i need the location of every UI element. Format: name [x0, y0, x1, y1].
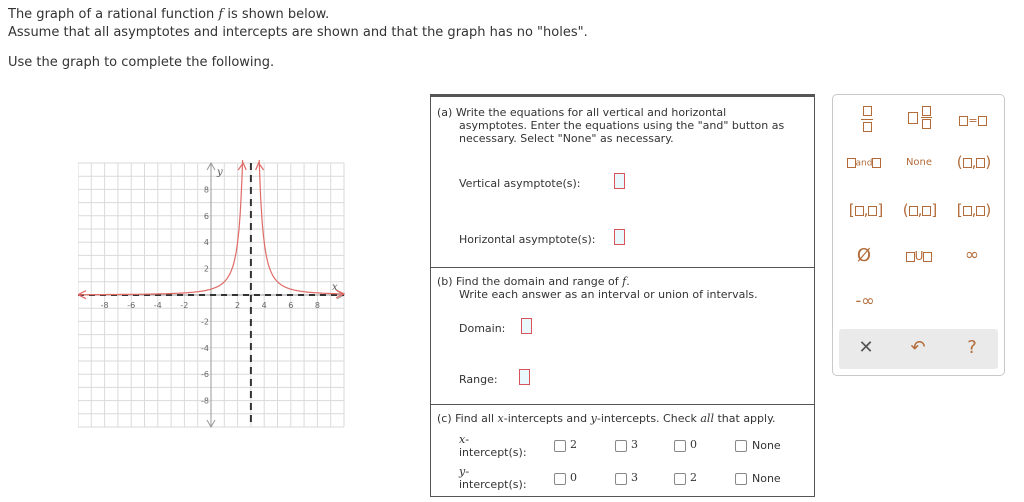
union-button[interactable]	[901, 249, 937, 263]
intro-text: is shown below.	[223, 7, 330, 22]
x-intercept-label: x- intercept(s):	[459, 433, 527, 459]
var-x: x	[459, 433, 466, 446]
x-intercept-label-text: intercept(s):	[459, 446, 527, 459]
vertical-asymptote-input[interactable]	[614, 173, 625, 189]
slot-icon	[906, 252, 915, 262]
range-input[interactable]	[519, 369, 530, 385]
y-tick-label: 2	[203, 264, 209, 274]
slot-icon	[909, 206, 918, 216]
y-tick-label: -2	[201, 317, 209, 327]
closed-closed-interval-button[interactable]: [ , ]	[848, 201, 884, 219]
emphasis-all: all	[700, 412, 714, 425]
x-tick-label: -8	[100, 301, 109, 310]
part-a-section	[431, 95, 814, 268]
denominator-slot-icon	[863, 122, 872, 132]
part-c-section	[431, 405, 814, 495]
part-a-line: (a) Write the equations for all vertical and horizontal	[437, 106, 727, 119]
part-c-text: -intercepts and	[503, 412, 591, 425]
open-open-interval-button[interactable]: ( , )	[956, 153, 992, 171]
y-intercept-checkbox-none[interactable]	[735, 473, 747, 485]
slot-icon	[976, 206, 985, 216]
var-y: y	[459, 465, 466, 478]
part-a-instructions	[437, 106, 784, 145]
part-a-line: necessary. Select "None" as necessary.	[459, 132, 674, 145]
numerator-slot-icon	[922, 106, 931, 116]
y-tick-label: -4	[201, 343, 209, 353]
numerator-slot-icon	[863, 106, 872, 116]
y-axis-label: y	[217, 167, 223, 178]
mixed-fraction-icon	[921, 106, 932, 129]
y-intercept-option-label: 0	[570, 471, 577, 484]
x-tick-label: 4	[261, 301, 267, 310]
domain-label: Domain:	[459, 322, 506, 335]
part-c-text: that apply.	[713, 412, 776, 425]
rational-function-graph	[78, 160, 348, 432]
infinity-button[interactable]: ∞	[964, 245, 980, 265]
whole-slot-icon	[908, 112, 918, 124]
y-intercept-option-label: 2	[690, 471, 697, 484]
x-intercept-checkbox-2[interactable]	[554, 440, 566, 452]
y-intercept-label-text: intercept(s):	[459, 478, 527, 491]
part-a-line: asymptotes. Enter the equations using the "and" button as	[459, 119, 785, 132]
slot-icon	[872, 158, 881, 168]
y-tick-label: 8	[203, 185, 209, 195]
y-tick-label: 4	[203, 238, 209, 248]
horizontal-asymptote-input[interactable]	[614, 229, 625, 245]
part-c-text: (c) Find all	[437, 412, 498, 425]
part-b-line	[437, 275, 758, 288]
intro-text: The graph of a rational function	[8, 7, 219, 22]
x-tick-label: -4	[153, 301, 162, 310]
y-intercept-option-label: None	[752, 472, 781, 485]
part-b-text: (b) Find the domain and range of	[437, 275, 623, 288]
x-intercept-option-label: 0	[690, 438, 697, 451]
slot-icon	[963, 158, 972, 168]
equals-button[interactable]	[955, 114, 991, 127]
negative-infinity-button[interactable]: -∞	[855, 291, 875, 310]
slot-icon	[868, 206, 877, 216]
x-tick-label: -6	[127, 301, 136, 310]
palette-action-bar	[839, 329, 998, 369]
left-branch-curve	[78, 160, 243, 295]
x-axis-label: x	[332, 282, 338, 293]
and-text: and	[855, 158, 873, 169]
problem-intro	[8, 6, 588, 72]
mixed-number-button[interactable]	[903, 106, 937, 129]
part-b-instructions	[437, 275, 758, 301]
x-intercept-checkbox-3[interactable]	[615, 440, 627, 452]
open-closed-interval-button[interactable]: ( , ]	[902, 201, 938, 219]
x-tick-label: 8	[314, 301, 320, 310]
intro-line-3: Use the graph to complete the following.	[8, 55, 275, 70]
slot-icon	[976, 158, 985, 168]
range-label: Range:	[459, 373, 498, 386]
x-intercept-option-label: None	[752, 439, 781, 452]
math-palette	[832, 94, 1005, 376]
undo-icon[interactable]: ↶	[910, 337, 926, 358]
y-intercept-checkbox-3[interactable]	[615, 473, 627, 485]
union-symbol: U	[914, 249, 924, 263]
part-c-text: -intercepts. Check	[596, 412, 701, 425]
intro-line-2: Assume that all asymptotes and intercepts are shown and that the graph has no "holes".	[8, 25, 588, 40]
var-y: y	[590, 412, 597, 425]
none-button[interactable]: None	[905, 157, 933, 168]
function-name: f	[218, 7, 224, 22]
x-tick-label: 2	[235, 301, 241, 310]
empty-set-button[interactable]: Ø	[856, 245, 872, 266]
y-intercept-option-label: 3	[631, 471, 638, 484]
x-intercept-option-label: 2	[570, 438, 577, 451]
y-intercept-label: y- intercept(s):	[459, 465, 527, 491]
fraction-bar-icon	[861, 119, 873, 120]
x-intercept-option-label: 3	[631, 438, 638, 451]
x-intercept-checkbox-0[interactable]	[674, 440, 686, 452]
close-icon[interactable]: ✕	[858, 337, 874, 358]
slot-icon	[922, 206, 931, 216]
horizontal-asymptote-label: Horizontal asymptote(s):	[459, 233, 596, 246]
denominator-slot-icon	[922, 119, 931, 129]
help-icon[interactable]: ?	[967, 337, 977, 358]
y-tick-label: -6	[201, 370, 209, 380]
domain-input[interactable]	[521, 318, 532, 334]
slot-icon	[847, 158, 856, 168]
slot-icon	[963, 206, 972, 216]
part-c-instructions	[437, 412, 776, 425]
fraction-bar-icon	[921, 117, 932, 118]
y-tick-label: -8	[201, 396, 209, 406]
equals-symbol: =	[968, 114, 978, 127]
question-panel	[430, 94, 815, 497]
x-tick-label: 6	[288, 301, 294, 310]
and-button[interactable]	[843, 158, 885, 169]
intro-line-1	[8, 6, 588, 24]
function-name: f	[622, 275, 627, 288]
vertical-asymptote-label: Vertical asymptote(s):	[459, 177, 581, 190]
closed-open-interval-button[interactable]: [ , )	[956, 201, 992, 219]
slot-icon	[855, 206, 864, 216]
x-tick-label: -2	[180, 301, 189, 310]
var-x: x	[497, 412, 504, 425]
part-b-line: Write each answer as an interval or union of intervals.	[459, 288, 758, 301]
part-b-section	[431, 266, 814, 405]
part-b-text: .	[626, 275, 630, 288]
x-intercept-checkbox-none[interactable]	[735, 440, 747, 452]
slot-icon	[923, 252, 932, 262]
y-tick-label: 6	[203, 211, 209, 221]
y-intercept-checkbox-0[interactable]	[554, 473, 566, 485]
fraction-button[interactable]	[855, 106, 879, 132]
y-intercept-checkbox-2[interactable]	[674, 473, 686, 485]
slot-icon	[978, 116, 987, 126]
